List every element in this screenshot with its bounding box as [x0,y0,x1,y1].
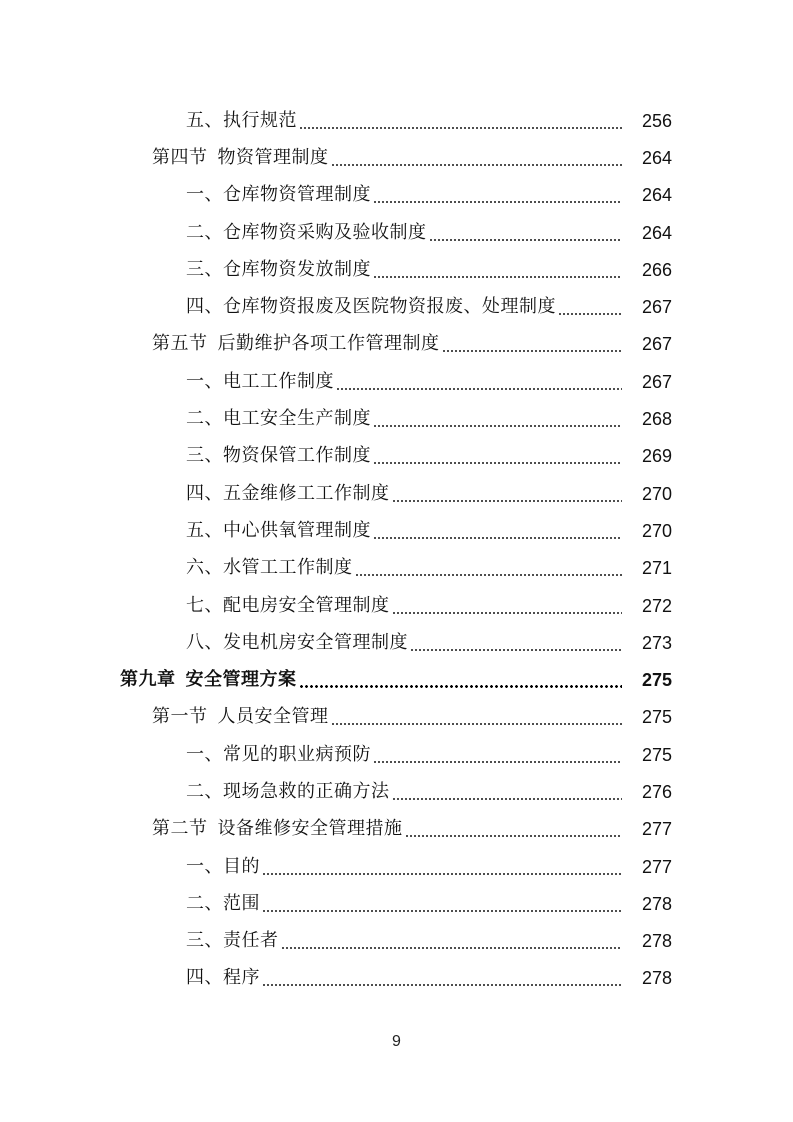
toc-entry-hardware-repair[interactable] [0,475,793,512]
toc-entry-page: 272 [641,595,672,616]
toc-entry-label: 第九章 安全管理方案 [120,669,297,691]
toc-entry-label: 第四节 物资管理制度 [152,146,329,168]
toc-entry-page: 269 [641,446,672,467]
toc-entry-generator-room-safety[interactable] [0,624,793,661]
dot-leader [373,408,622,430]
toc-entry-label: 第二节 设备维修安全管理措施 [152,818,403,840]
dot-leader [410,632,622,654]
toc-entry-page: 276 [641,781,672,802]
toc-entry-occupational-disease[interactable] [0,736,793,773]
dot-leader [336,371,622,393]
toc-entry-page: 267 [641,334,672,355]
dot-leader [355,557,623,579]
toc-entry-label: 六、水管工工作制度 [186,557,353,579]
dot-leader [373,520,622,542]
toc-entry-page: 277 [641,856,672,877]
dot-leader [299,669,623,691]
toc-entry-procurement[interactable] [0,214,793,251]
toc-entry-chapter-9[interactable] [0,661,793,698]
toc-entry-label: 二、电工安全生产制度 [186,408,371,430]
toc-entry-page: 268 [641,409,672,430]
toc-entry-plumber-work[interactable] [0,550,793,587]
dot-leader [429,222,623,244]
dot-leader [405,818,623,840]
toc-entry-label: 一、电工工作制度 [186,370,334,392]
toc-entry-page: 266 [641,259,672,280]
page-number: 9 [392,1033,401,1050]
toc-entry-page: 273 [641,632,672,653]
toc-entry-section-4[interactable] [0,139,793,176]
table-of-contents [0,102,793,997]
toc-entry-first-aid[interactable] [0,773,793,810]
toc-entry-label: 二、范围 [186,892,260,914]
toc-entry-label: 三、仓库物资发放制度 [186,258,371,280]
toc-entry-label: 三、物资保管工作制度 [186,445,371,467]
toc-entry-label: 四、程序 [186,967,260,989]
toc-entry-page: 271 [641,558,672,579]
toc-entry-label: 一、仓库物资管理制度 [186,184,371,206]
toc-entry-label: 五、执行规范 [186,109,297,131]
toc-entry-page: 278 [641,968,672,989]
toc-entry-oxygen-supply[interactable] [0,512,793,549]
dot-leader [558,296,622,318]
toc-entry-materials-custody[interactable] [0,438,793,475]
dot-leader [392,595,623,617]
toc-entry-label: 四、仓库物资报废及医院物资报废、处理制度 [186,296,556,318]
toc-entry-electrician-safety[interactable] [0,400,793,437]
toc-entry-page: 277 [641,819,672,840]
toc-entry-label: 七、配电房安全管理制度 [186,594,390,616]
dot-leader [262,967,622,989]
toc-entry-label: 一、目的 [186,855,260,877]
toc-entry-label: 四、五金维修工工作制度 [186,482,390,504]
dot-leader [373,184,622,206]
dot-leader [392,781,623,803]
dot-leader [331,706,623,728]
dot-leader [373,259,622,281]
dot-leader [373,445,622,467]
toc-entry-section-5-standards[interactable] [0,102,793,139]
toc-entry-label: 八、发电机房安全管理制度 [186,631,408,653]
toc-entry-label: 三、责任者 [186,930,279,952]
dot-leader [262,856,622,878]
toc-entry-section-2[interactable] [0,811,793,848]
toc-entry-page: 270 [641,483,672,504]
toc-entry-page: 278 [641,893,672,914]
toc-entry-responsible-party[interactable] [0,923,793,960]
dot-leader [442,333,623,355]
toc-entry-page: 270 [641,520,672,541]
dot-leader [299,110,622,132]
toc-entry-page: 275 [641,670,672,691]
toc-entry-label: 一、常见的职业病预防 [186,743,371,765]
toc-entry-section-5[interactable] [0,326,793,363]
toc-entry-electrician-work[interactable] [0,363,793,400]
toc-entry-procedure[interactable] [0,960,793,997]
dot-leader [331,147,623,169]
toc-entry-page: 275 [641,744,672,765]
toc-entry-page: 264 [641,222,672,243]
toc-entry-label: 五、中心供氧管理制度 [186,519,371,541]
toc-entry-page: 275 [641,707,672,728]
dot-leader [392,483,623,505]
dot-leader [373,744,622,766]
toc-entry-label: 第一节 人员安全管理 [152,706,329,728]
toc-entry-warehouse-management[interactable] [0,177,793,214]
toc-entry-scrapping[interactable] [0,288,793,325]
toc-entry-purpose[interactable] [0,848,793,885]
toc-entry-page: 278 [641,931,672,952]
toc-entry-label: 第五节 后勤维护各项工作管理制度 [152,333,440,355]
toc-entry-page: 264 [641,185,672,206]
toc-entry-page: 264 [641,147,672,168]
toc-entry-power-room-safety[interactable] [0,587,793,624]
toc-entry-distribution[interactable] [0,251,793,288]
toc-entry-label: 二、仓库物资采购及验收制度 [186,221,427,243]
toc-entry-page: 256 [641,110,672,131]
dot-leader [262,893,622,915]
toc-entry-page: 267 [641,297,672,318]
toc-entry-label: 二、现场急救的正确方法 [186,780,390,802]
toc-entry-page: 267 [641,371,672,392]
toc-entry-scope[interactable] [0,885,793,922]
toc-entry-section-1[interactable] [0,699,793,736]
dot-leader [281,930,623,952]
